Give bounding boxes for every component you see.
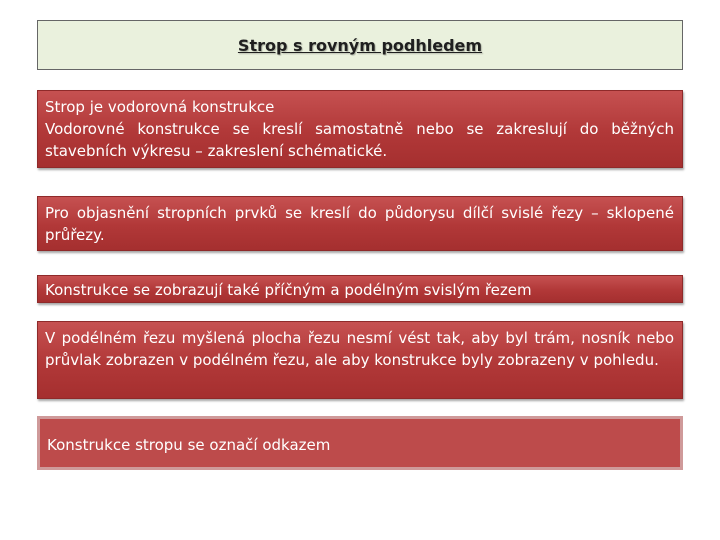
box4-text: V podélném řezu myšlená plocha řezu nesmí vést tak, aby byl trám, nosník nebo průvlak zobrazen v podélném řezu, ale aby konstrukce byly zobrazeny v pohledu. (45, 329, 674, 369)
text-box-floor-plan-sections (37, 196, 683, 251)
title-box (37, 20, 683, 70)
text-box-longitudinal-section (37, 321, 683, 399)
text-box-cross-sections (37, 275, 683, 303)
box1-heading: Strop je vodorovná konstrukce (45, 98, 275, 116)
text-box-ceiling-reference (37, 416, 683, 470)
slide-title: Strop s rovným podhledem (237, 35, 483, 55)
box1-body: Vodorovné konstrukce se kreslí samostatně nebo se zakreslují do běžných stavebních výkresu – zakreslení schématické. (45, 120, 674, 160)
text-box-horizontal-construction (37, 90, 683, 168)
box2-text: Pro objasnění stropních prvků se kreslí do půdorysu dílčí svislé řezy – sklopené průřezy. (45, 204, 674, 244)
box3-text: Konstrukce se zobrazují také příčným a podélným svislým řezem (45, 281, 532, 299)
box5-text: Konstrukce stropu se označí odkazem (47, 436, 331, 454)
